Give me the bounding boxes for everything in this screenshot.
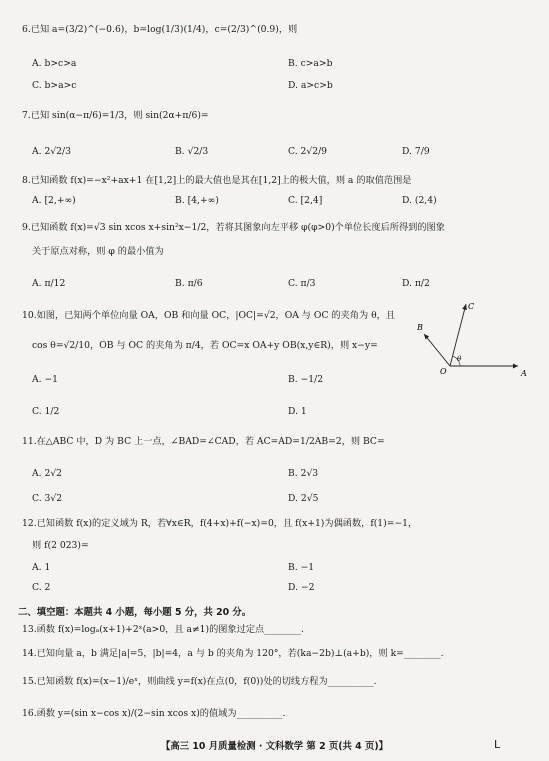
question-11-option-c: C. 3√2: [32, 493, 63, 504]
label-c: C: [468, 302, 475, 311]
vector-ob: [424, 334, 450, 366]
question-10-option-a: A. −1: [32, 374, 59, 385]
question-7-option-c: C. 2√2/9: [288, 146, 328, 157]
page-footer: 【高三 10 月质量检测 · 文科数学 第 2 页(共 4 页)】: [161, 741, 388, 752]
question-10-option-b: B. −1/2: [288, 374, 324, 385]
question-8-option-d: D. (2,4): [402, 195, 437, 206]
question-7-option-a: A. 2√2/3: [32, 146, 71, 157]
question-7-option-b: B. √2/3: [175, 146, 209, 157]
question-8-option-c: C. [2,4]: [288, 195, 323, 206]
question-12-stem-line2: 则 f(2 023)=: [32, 540, 89, 551]
question-16: 16.函数 y=(sin x−cos x)/(2−sin xcos x)的值域为__________.: [22, 708, 286, 719]
question-10-option-c: C. 1/2: [32, 406, 60, 417]
question-15: 15.已知函数 f(x)=(x−1)/eˣ，则曲线 y=f(x)在点(0，f(0))处的切线方程为__________.: [22, 676, 377, 687]
question-13: 13.函数 f(x)=logₐ(x+1)+2ˣ(a>0，且 a≠1)的图象过定点________.: [22, 624, 304, 635]
question-10-stem-line1: 10.如图，已知两个单位向量 OA，OB 和向量 OC，|OC|=√2，OA 与 OC 的夹角为 θ，且: [22, 310, 395, 321]
question-6-option-a: A. b>c>a: [32, 58, 77, 69]
question-11-option-b: B. 2√3: [288, 468, 319, 479]
question-10-option-d: D. 1: [288, 406, 307, 417]
label-b: B: [417, 323, 423, 332]
question-6-option-b: B. c>a>b: [288, 58, 333, 69]
question-10-stem-line2: cos θ=√2/10，OB 与 OC 的夹角为 π/4，若 OC=x OA+y OB(x,y∈R)，则 x−y=: [32, 340, 378, 351]
question-9-stem-line1: 9.已知函数 f(x)=√3 sin xcos x+sin²x−1/2，若将其图象向左平移 φ(φ>0)个单位长度后所得到的图象: [22, 222, 445, 233]
question-6-stem: 6.已知 a=(3/2)^(−0.6)，b=log(1/3)(1/4)，c=(2/3)^(0.9)，则: [22, 24, 298, 35]
question-9-option-b: B. π/6: [175, 278, 203, 289]
question-9-stem-line2: 关于原点对称，则 φ 的最小值为: [32, 246, 164, 257]
question-6-option-c: C. b>a>c: [32, 80, 77, 91]
question-9-option-c: C. π/3: [288, 278, 316, 289]
question-11-option-a: A. 2√2: [32, 468, 63, 479]
question-6-option-d: D. a>c>b: [288, 80, 333, 91]
question-12-option-d: D. −2: [288, 582, 315, 593]
question-11-option-d: D. 2√5: [288, 493, 319, 504]
question-8-option-b: B. [4,+∞): [175, 195, 219, 206]
question-7-stem: 7.已知 sin(α−π/6)=1/3，则 sin(2α+π/6)=: [22, 110, 209, 121]
question-9-option-d: D. π/2: [402, 278, 430, 289]
question-12-option-a: A. 1: [32, 562, 51, 573]
vector-diagram: [414, 300, 534, 380]
question-14: 14.已知向量 a，b 满足|a|=5，|b|=4，a 与 b 的夹角为 120°，若(ka−2b)⊥(a+b)，则 k=________.: [22, 648, 444, 659]
arrow-oa-icon: [513, 364, 518, 369]
question-12-option-c: C. 2: [32, 582, 51, 593]
question-12-stem-line1: 12.已知函数 f(x)的定义域为 R，若∀x∈R，f(4+x)+f(−x)=0，且 f(x+1)为偶函数，f(1)=−1，: [22, 518, 418, 529]
label-theta: θ: [457, 355, 462, 363]
question-11-stem: 11.在△ABC 中，D 为 BC 上一点，∠BAD=∠CAD，若 AC=AD=1/2AB=2，则 BC=: [22, 436, 385, 447]
question-12-option-b: B. −1: [288, 562, 315, 573]
arrow-ob-icon: [424, 334, 429, 340]
section-2-heading: 二、填空题：本题共 4 小题，每小题 5 分，共 20 分。: [18, 607, 252, 618]
label-a: A: [521, 369, 527, 378]
question-7-option-d: D. 7/9: [402, 146, 430, 157]
question-9-option-a: A. π/12: [32, 278, 66, 289]
question-8-stem: 8.已知函数 f(x)=−x²+ax+1 在[1,2]上的最大值也是其在[1,2]上的极大值，则 a 的取值范围是: [22, 175, 412, 186]
corner-mark: L: [494, 738, 501, 751]
label-o: O: [440, 367, 447, 376]
question-8-option-a: A. [2,+∞): [32, 195, 76, 206]
